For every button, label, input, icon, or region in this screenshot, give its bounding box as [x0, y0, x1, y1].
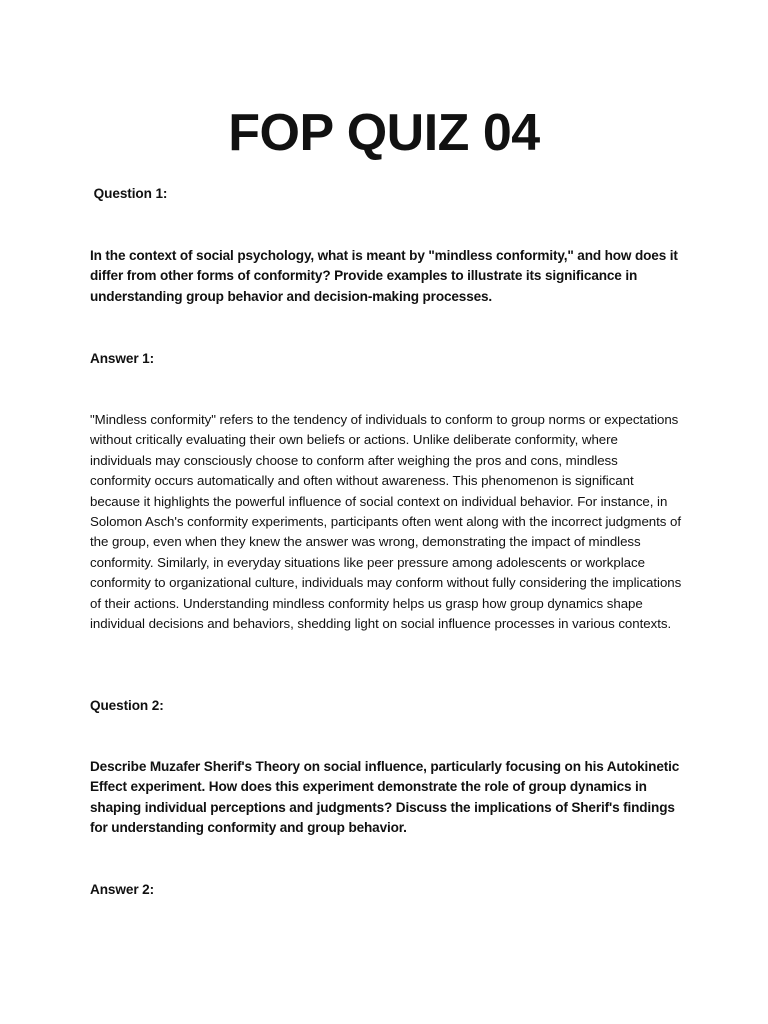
- question-1-text: In the context of social psychology, what is meant by "mindless conformity," and how does it differ from other forms of conformity? Provide examples to illustrate its significance in understanding group behavior and decision-making processes.: [90, 248, 678, 304]
- answer-1-text: "Mindless conformity" refers to the tendency of individuals to conform to group norms or expectations without critically evaluating their own beliefs or actions. Unlike deliberate conformity, where individuals may consciously choose to conform after weighing the pros and cons, mindless conformity occurs automatically and often without awareness. This phenomenon is significant because it highlights the powerful influence of social context on individual behavior. For instance, in Solomon Asch's conformity experiments, participants often went along with the incorrect judgments of the group, even when they knew the answer was wrong, demonstrating the impact of mindless conformity. Similarly, in everyday situations like peer pressure among adolescents or workplace conformity to organizational culture, individuals may conform without fully considering the implications of their actions. Understanding mindless conformity helps us grasp how group dynamics shape individual decisions and behaviors, shedding light on social influence processes in various contexts.: [90, 412, 682, 632]
- question-2-text: Describe Muzafer Sherif's Theory on social influence, particularly focusing on his Autokinetic Effect experiment. How does this experiment demonstrate the role of group dynamics in shaping individual perceptions and judgments? Discuss the implications of Sherif's findings for understanding conformity and group behavior.: [90, 759, 680, 836]
- document-title: FOP QUIZ 04: [228, 104, 540, 162]
- question-2-heading: Question 2:: [90, 698, 164, 713]
- question-1-heading: Question 1:: [90, 186, 168, 201]
- answer-1-heading: Answer 1:: [90, 351, 155, 366]
- answer-2-heading: Answer 2:: [90, 882, 155, 897]
